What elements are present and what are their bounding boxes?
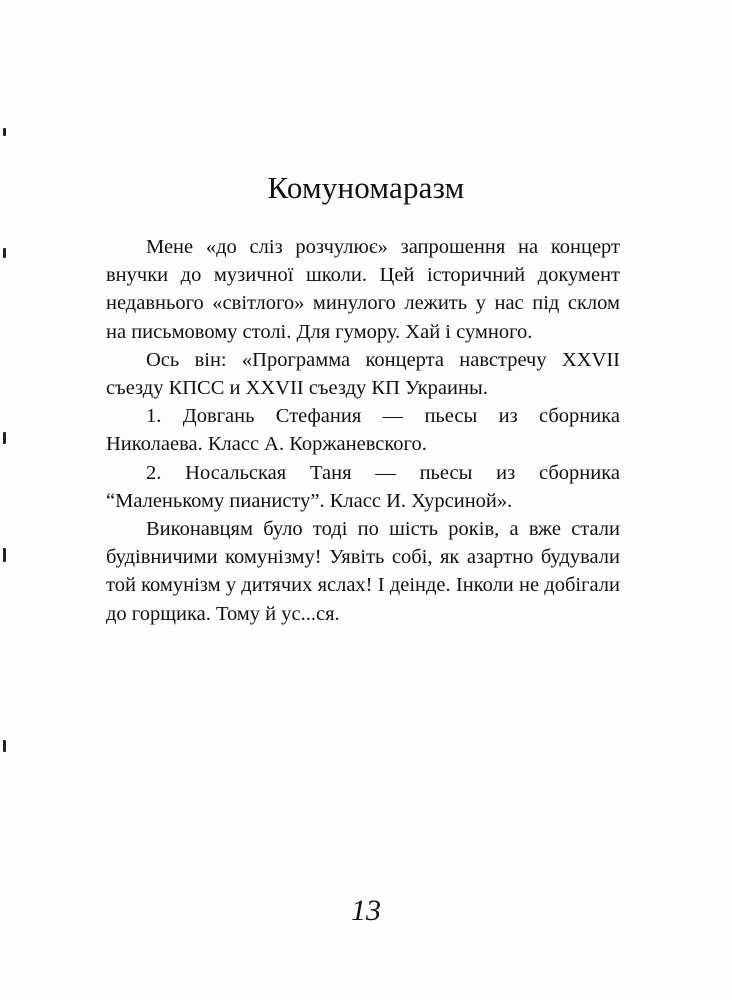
paragraph-1: Мене «до сліз розчулює» запрошення на концерт внучки до музичної школи. Цей історичний документ недавнього «світлого» минулого лежить у нас під склом на письмовому столі. Для гумору. Хай і сумного. (106, 236, 620, 343)
scan-edge-mark (3, 128, 6, 136)
scan-edge-mark (3, 248, 6, 258)
scan-edge-mark (3, 432, 6, 444)
scan-edge-mark (3, 548, 6, 562)
paragraph-5: Виконавцям було тоді по шість років, а вже стали будівничими комунізму! Уявіть собі, як азартно будували той комунізм у дитячих яслах! І деінде. Інколи не добігали до горщика. Тому й ус...ся. (106, 518, 620, 625)
paragraph-3: 1. Довгань Стефания — пьесы из сборника Николаева. Класс А. Коржаневского. (106, 405, 620, 456)
paragraph-2: Ось він: «Программа концерта навстречу XXVII съезду КПСС и XXVII съезду КП Украины. (106, 348, 620, 400)
chapter-title: Комуномаразм (267, 170, 465, 205)
paragraph-4: 2. Носальская Таня — пьесы из сборника “Маленькому пианисту”. Класс И. Хурсиной». (106, 461, 620, 512)
scan-edge-mark (3, 740, 6, 752)
page-number: 13 (351, 894, 381, 927)
chapter-body (106, 233, 620, 628)
